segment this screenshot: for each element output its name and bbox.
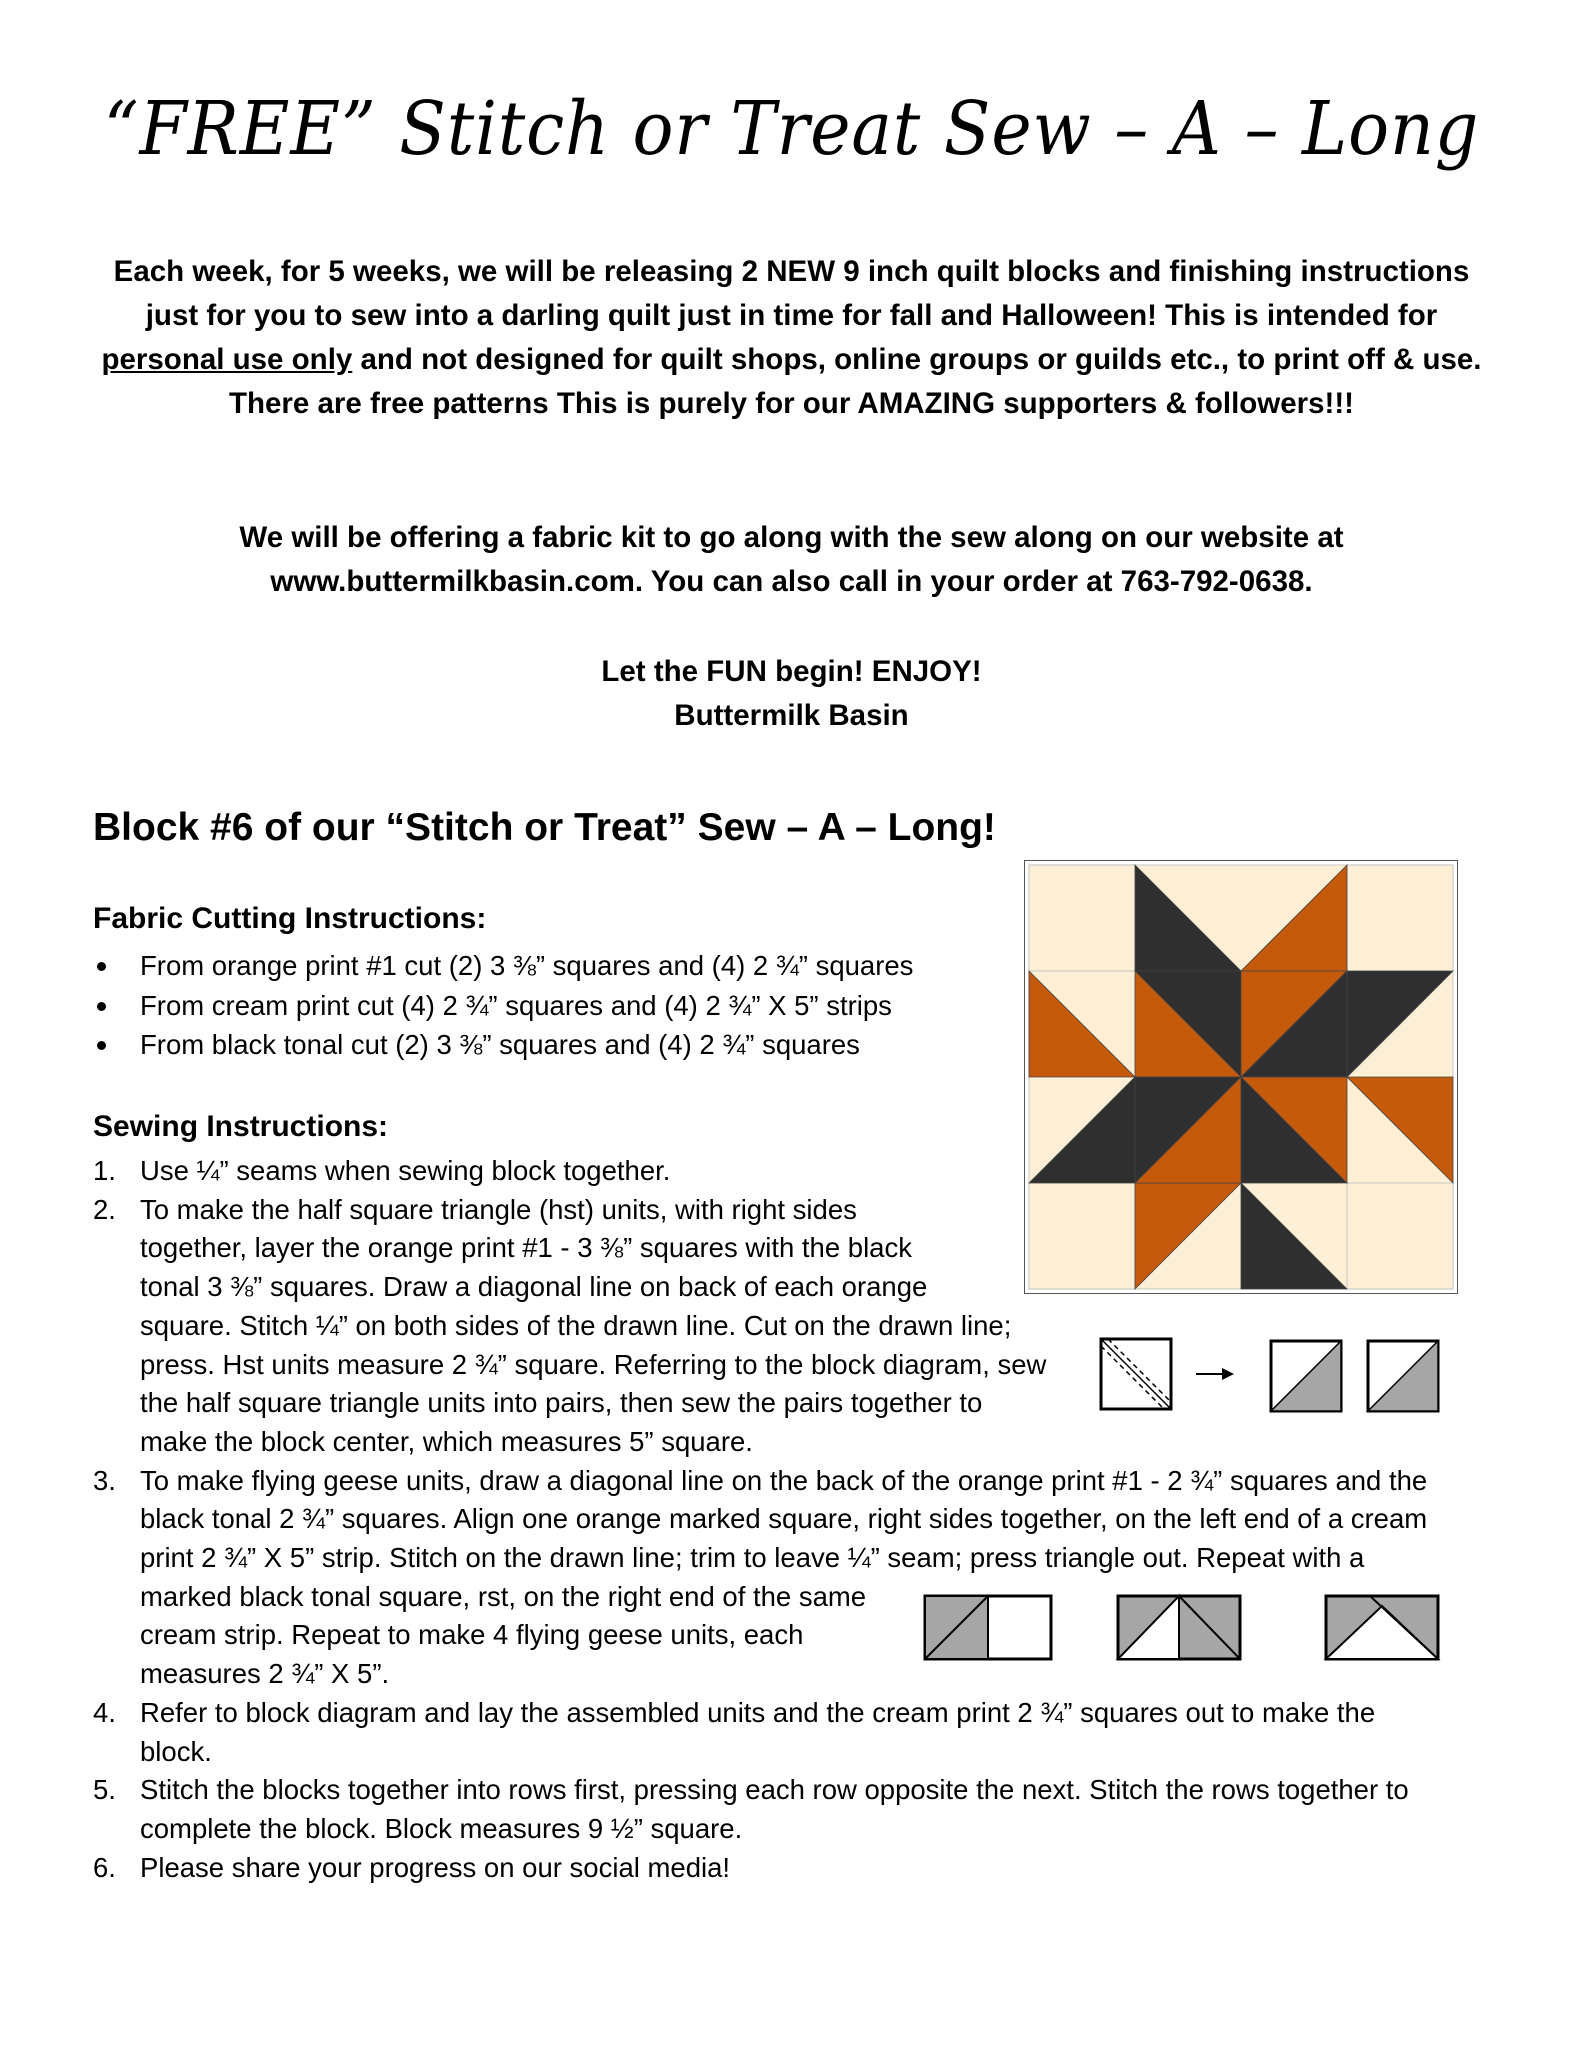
step-text-line: Use ¼” seams when sewing block together. (140, 1155, 671, 1186)
kit-paragraph: We will be offering a fabric kit to go along with the sew along on our website at www.buttermilkbasin.com. You can also call in your order at 763-792-0638. (239, 521, 1344, 598)
geese-step-1 (925, 1596, 1051, 1659)
signoff-line: Let the FUN begin! ENJOY! (601, 655, 982, 688)
sewing-step (93, 1771, 1427, 1848)
step-text-line: together, layer the orange print #1 - 3 ⅜” squares with the black (140, 1232, 912, 1264)
step-text-line: block. (140, 1735, 212, 1767)
sewing-heading: Sewing Instructions: (93, 1110, 389, 1143)
hst-unit (1271, 1341, 1341, 1411)
cutting-list (93, 946, 993, 1065)
step-number: 2. (93, 1193, 116, 1225)
geese-step-2 (1118, 1596, 1240, 1659)
sewing-step (93, 1694, 1427, 1771)
page-title: “FREE” Stitch or Treat Sew – A – Long (103, 86, 1480, 172)
quilt-block-diagram (1024, 860, 1458, 1294)
step-number: 4. (93, 1696, 116, 1728)
block-pieces (1029, 865, 1453, 1289)
step-text-line: marked black tonal square, rst, on the right end of the same (140, 1580, 867, 1612)
step-text-line: To make the half square triangle (hst) units, with right sides (140, 1193, 857, 1225)
step-text-line: make the block center, which measures 5” square. (140, 1425, 753, 1457)
step-text-line: measures 2 ¾” X 5”. (140, 1658, 390, 1690)
step-number: 1. (93, 1155, 116, 1186)
geese-step-3 (1326, 1596, 1438, 1659)
hst-unit (1368, 1341, 1438, 1411)
corner-square (1029, 1183, 1135, 1289)
signoff-shop-name: Buttermilk Basin (674, 699, 909, 732)
hst-diagram (1098, 1336, 1442, 1422)
corner-square (1347, 1183, 1453, 1289)
corner-square (1347, 865, 1453, 971)
step-text-line: square. Stitch ¼” on both sides of the drawn line. Cut on the drawn line; (140, 1309, 1012, 1341)
step-text-line: print 2 ¾” X 5” strip. Stitch on the drawn line; trim to leave ¼” seam; press triangle out. Repeat with a (140, 1542, 1365, 1574)
list-item: From cream print cut (4) 2 ¾” squares and (4) 2 ¾” X 5” strips (93, 986, 993, 1026)
step-text-line: press. Hst units measure 2 ¾” square. Referring to the block diagram, sew (140, 1348, 1047, 1380)
step-text-line: Stitch the blocks together into rows first, pressing each row opposite the next. Stitch the rows together to (140, 1774, 1409, 1806)
corner-square (1029, 865, 1135, 971)
list-item: From orange print #1 cut (2) 3 ⅜” squares and (4) 2 ¾” squares (93, 946, 993, 986)
step-number: 5. (93, 1774, 116, 1806)
list-item: From black tonal cut (2) 3 ⅜” squares and (4) 2 ¾” squares (93, 1025, 993, 1065)
step-text-line: black tonal 2 ¾” squares. Align one orange marked square, right sides together, on the left end of a cream (140, 1503, 1428, 1535)
signoff (96, 650, 1487, 738)
marked-square (1101, 1339, 1171, 1409)
flying-geese-diagram (922, 1588, 1442, 1668)
step-number: 6. (93, 1851, 116, 1883)
step-text-line: To make flying geese units, draw a diagonal line on the back of the orange print #1 - 2 ¾” squares and the (140, 1464, 1428, 1496)
intro-underlined-text: personal use only (101, 343, 353, 376)
block-heading: Block #6 of our “Stitch or Treat” Sew – A – Long! (93, 806, 996, 849)
step-text-line: cream strip. Repeat to make 4 flying geese units, each (140, 1619, 804, 1651)
step-text-line: the half square triangle units into pairs, then sew the pairs together to (140, 1387, 983, 1419)
step-text-line: tonal 3 ⅜” squares. Draw a diagonal line on back of each orange (140, 1271, 928, 1303)
step-text-line: Please share your progress on our social media! (140, 1851, 731, 1883)
intro-text-2: and not designed for quilt shops, online groups or guilds etc., to print off & use. There are free patterns This is purely for our AMAZING supporters & followers!!! (228, 343, 1482, 420)
arrow-icon (1196, 1368, 1234, 1380)
step-number: 3. (93, 1464, 116, 1496)
step-text-line: Refer to block diagram and lay the assembled units and the cream print 2 ¾” squares out to make the (140, 1696, 1376, 1728)
intro-paragraph (96, 250, 1487, 426)
intro-text-1: Each week, for 5 weeks, we will be releasing 2 NEW 9 inch quilt blocks and finishing instructions just for you to sew into a darling quilt just in time for fall and Halloween! This is intended for (113, 255, 1470, 332)
step-text-line: complete the block. Block measures 9 ½” square. (140, 1812, 743, 1844)
sewing-step (93, 1849, 1427, 1888)
cutting-heading: Fabric Cutting Instructions: (93, 902, 487, 935)
